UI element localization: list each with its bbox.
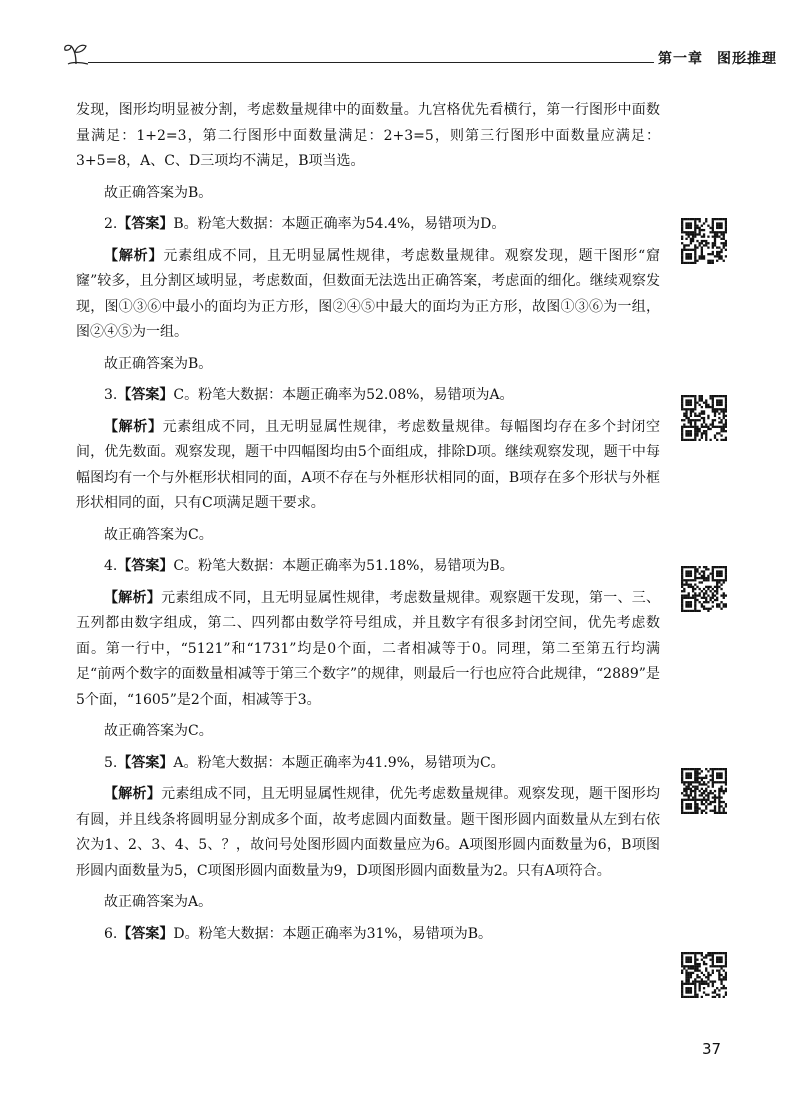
analysis-text: 元素组成不同，且无明显属性规律，优先考虑数量规律。观察发现，题干图形均有圆，并且线条将圆明显分割成多个面，故考虑圆内面数量。题干图形圆内面数量从左到右依次为1、2、3、4、5、？，故问号处图形圆内面数量应为6。A项图形圆内面数量为6，B项图形圆内面数量为5，C项图形圆内面数量为9，D项图形圆内面数量为2。只有A项符合。	[76, 786, 661, 879]
analysis-tag: 【解析】	[104, 418, 163, 435]
answer-text: A。粉笔大数据：本题正确率为41.9%，易错项为C。	[173, 754, 505, 771]
chapter-title	[658, 48, 791, 68]
answer-line	[76, 212, 660, 238]
conclusion: 故正确答案为B。	[104, 355, 213, 372]
answer-line	[76, 922, 660, 948]
answer-line	[76, 383, 660, 409]
paragraph: 发现，图形均明显被分割，考虑数量规律中的面数量。九宫格优先看横行，第一行图形中面数量满足：1+2=3，第二行图形中面数量满足：2+3=5，则第三行图形中面数量应满足：3+5=8，A、C、D三项均不满足，B项当选。	[76, 102, 660, 169]
conclusion: 故正确答案为C。	[104, 723, 213, 739]
answer-text: C。粉笔大数据：本题正确率为52.08%，易错项为A。	[173, 387, 514, 403]
conclusion: 故正确答案为A。	[104, 894, 213, 910]
question-number: 4.	[104, 558, 118, 574]
page-header	[62, 38, 777, 70]
answer-text: C。粉笔大数据：本题正确率为51.18%，易错项为B。	[173, 558, 514, 574]
question-number: 3.	[104, 387, 118, 403]
question-number: 6.	[104, 925, 118, 942]
analysis-text: 元素组成不同，且无明显属性规律，考虑数量规律。观察题干发现，第一、三、五列都由数字组成，第二、四列都由数学符号组成，并且数字有很多封闭空间，优先考虑数面。第一行中，“5121”和“1731”均是0个面，二者相减等于0。同理，第二至第五行均满足“前两个数字的面数量相减等于第三个数字”的规律，则最后一行也应符合此规律，“2889”是5个面，“1605”是2个面，相减等于3。	[76, 589, 661, 708]
answer-line	[76, 554, 660, 580]
analysis	[76, 244, 660, 346]
header-rule	[88, 62, 654, 63]
page-body	[76, 98, 660, 947]
answer-text: B。粉笔大数据：本题正确率为54.4%，易错项为D。	[173, 216, 506, 232]
answer-line	[76, 751, 660, 777]
qr-code-icon[interactable]	[681, 768, 727, 814]
answer-tag: 【答案】	[117, 558, 174, 574]
conclusion: 故正确答案为C。	[104, 526, 213, 543]
chapter-label: 第一章	[658, 51, 703, 67]
qr-code-icon[interactable]	[681, 952, 727, 998]
qr-code-icon[interactable]	[681, 566, 727, 612]
answer-tag: 【答案】	[117, 216, 174, 232]
section-label: 图形推理	[717, 51, 777, 67]
analysis-text: 元素组成不同，且无明显属性规律，考虑数量规律。观察发现，题干图形“窟窿”较多，且分割区域明显，考虑数面，但数面无法选出正确答案，考虑面的细化。继续观察发现，图①③⑥中最小的面均为正方形，图②④⑤中最大的面均为正方形，故图①③⑥为一组，图②④⑤为一组。	[76, 247, 661, 340]
sprout-icon	[62, 38, 98, 68]
question-number: 5.	[104, 754, 118, 771]
answer-tag: 【答案】	[117, 925, 174, 942]
header-rule-right	[735, 62, 770, 63]
analysis	[76, 415, 660, 517]
qr-code-icon[interactable]	[681, 218, 727, 264]
page-number: 37	[702, 1040, 722, 1058]
analysis-tag: 【解析】	[104, 247, 164, 264]
analysis-text: 元素组成不同，且无明显属性规律，考虑数量规律。每幅图均存在多个封闭空间，优先数面。观察发现，题干中四幅图均由5个面组成，排除D项。继续观察发现，题干中每幅图均有一个与外框形状相同的面，A项不存在与外框形状相同的面，B项存在多个形状与外框形状相同的面，只有C项满足题干要求。	[76, 418, 661, 511]
conclusion: 故正确答案为B。	[104, 184, 213, 201]
answer-text: D。粉笔大数据：本题正确率为31%，易错项为B。	[173, 925, 492, 942]
analysis-tag: 【解析】	[104, 786, 162, 802]
question-number: 2.	[104, 216, 118, 232]
analysis-tag: 【解析】	[104, 589, 162, 606]
answer-tag: 【答案】	[117, 387, 174, 403]
analysis	[76, 782, 660, 884]
answer-tag: 【答案】	[117, 754, 174, 771]
qr-code-icon[interactable]	[681, 395, 727, 441]
analysis	[76, 586, 660, 714]
